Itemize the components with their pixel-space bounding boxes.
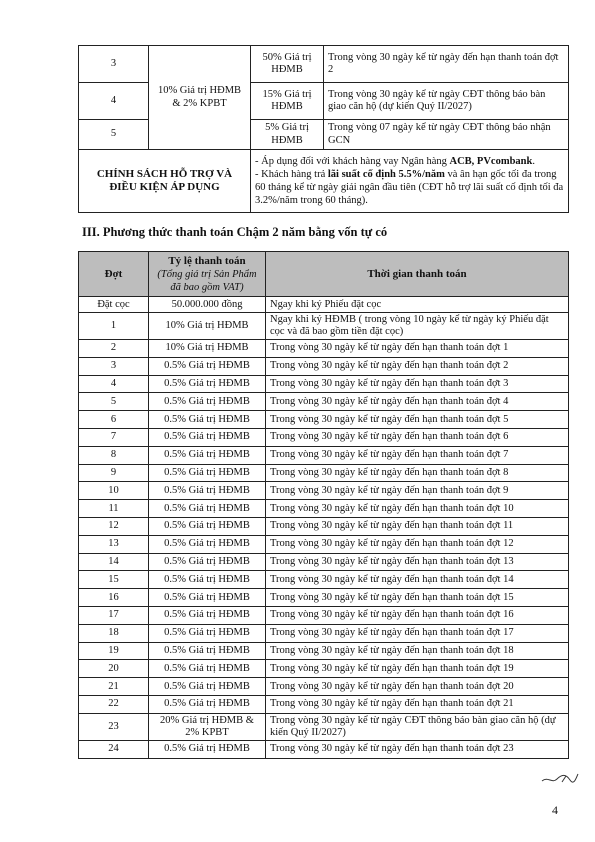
- header-ratio-title: Tỷ lệ thanh toán: [168, 254, 246, 267]
- timing-cell: Trong vòng 30 ngày kể từ ngày đến hạn thanh toán đợt 19: [266, 660, 569, 678]
- ratio-cell: 0.5% Giá trị HĐMB: [149, 464, 266, 482]
- table-row: [79, 740, 569, 758]
- timing-cell: Trong vòng 30 ngày kể từ ngày CĐT thông báo bàn giao căn hộ (dự kiến Quý II/2027): [266, 713, 569, 740]
- ratio-cell: 10% Giá trị HĐMB: [149, 340, 266, 358]
- ratio-cell: 0.5% Giá trị HĐMB: [149, 375, 266, 393]
- timing-cell: Trong vòng 30 ngày kể từ ngày đến hạn thanh toán đợt 8: [266, 464, 569, 482]
- stage-cell: 20: [79, 660, 149, 678]
- header-ratio: [149, 252, 266, 297]
- ratio-cell: 0.5% Giá trị HĐMB: [149, 357, 266, 375]
- header-ratio-note: (Tổng giá trị Sản Phẩm đã bao gồm VAT): [157, 268, 257, 293]
- table-header-row: [79, 252, 569, 297]
- timing-cell: Trong vòng 30 ngày kể từ ngày đến hạn thanh toán đợt 17: [266, 624, 569, 642]
- timing-cell: Trong vòng 30 ngày kể từ ngày đến hạn thanh toán đợt 20: [266, 678, 569, 696]
- stage-cell: 18: [79, 624, 149, 642]
- timing-cell: Trong vòng 30 ngày kể từ ngày đến hạn thanh toán đợt 7: [266, 446, 569, 464]
- timing-cell: Trong vòng 30 ngày kể từ ngày đến hạn thanh toán đợt 3: [266, 375, 569, 393]
- ratio-cell: 50.000.000 đồng: [149, 297, 266, 313]
- stage-cell: 7: [79, 428, 149, 446]
- table-row: [79, 606, 569, 624]
- table-row: [79, 695, 569, 713]
- section-heading: III. Phương thức thanh toán Chậm 2 năm bằng vốn tự có: [82, 225, 388, 239]
- ratio-cell: 0.5% Giá trị HĐMB: [149, 482, 266, 500]
- stage-cell: 15: [79, 571, 149, 589]
- ratio-cell: 15% Giá trị HĐMB: [251, 83, 324, 120]
- timing-cell: Trong vòng 30 ngày kể từ ngày đến hạn thanh toán đợt 2: [266, 357, 569, 375]
- ratio-cell: 0.5% Giá trị HĐMB: [149, 624, 266, 642]
- timing-cell: Trong vòng 30 ngày kể từ ngày đến hạn thanh toán đợt 18: [266, 642, 569, 660]
- timing-cell: Trong vòng 30 ngày kể từ ngày đến hạn thanh toán đợt 4: [266, 393, 569, 411]
- merged-ratio-cell: 10% Giá trị HĐMB & 2% KPBT: [149, 46, 251, 150]
- header-timing: Thời gian thanh toán: [266, 252, 569, 297]
- table-row: [79, 357, 569, 375]
- table-row: [79, 678, 569, 696]
- stage-cell: 21: [79, 678, 149, 696]
- timing-cell: Trong vòng 30 ngày kể từ ngày đến hạn thanh toán đợt 9: [266, 482, 569, 500]
- page-number: 4: [552, 803, 558, 817]
- ratio-cell: 0.5% Giá trị HĐMB: [149, 571, 266, 589]
- ratio-cell: 0.5% Giá trị HĐMB: [149, 589, 266, 607]
- ratio-cell: 0.5% Giá trị HĐMB: [149, 678, 266, 696]
- timing-cell: Trong vòng 30 ngày kể từ ngày đến hạn thanh toán đợt 21: [266, 695, 569, 713]
- stage-cell: 17: [79, 606, 149, 624]
- timing-cell: Trong vòng 30 ngày kể từ ngày đến hạn thanh toán đợt 5: [266, 411, 569, 429]
- stage-cell: 9: [79, 464, 149, 482]
- timing-cell: Trong vòng 30 ngày kể từ ngày đến hạn thanh toán đợt 10: [266, 500, 569, 518]
- table-row: [79, 411, 569, 429]
- timing-cell: Trong vòng 30 ngày kể từ ngày đến hạn thanh toán đợt 2: [324, 46, 569, 83]
- ratio-cell: 0.5% Giá trị HĐMB: [149, 642, 266, 660]
- table-row: [79, 500, 569, 518]
- stage-cell: 5: [79, 393, 149, 411]
- table-row: [79, 571, 569, 589]
- table-row: [79, 340, 569, 358]
- timing-cell: Trong vòng 30 ngày kể từ ngày đến hạn thanh toán đợt 6: [266, 428, 569, 446]
- table-row: [79, 46, 569, 83]
- stage-cell: 3: [79, 46, 149, 83]
- ratio-cell: 5% Giá trị HĐMB: [251, 120, 324, 150]
- handwritten-initials-icon: [540, 770, 580, 786]
- policy-row: [79, 150, 569, 213]
- table-row: [79, 535, 569, 553]
- table-row: [79, 313, 569, 340]
- stage-cell: 1: [79, 313, 149, 340]
- table-row: [79, 482, 569, 500]
- policy-label: CHÍNH SÁCH HỖ TRỢ VÀ ĐIỀU KIỆN ÁP DỤNG: [79, 150, 251, 213]
- table-row: [79, 428, 569, 446]
- ratio-cell: 20% Giá trị HĐMB & 2% KPBT: [149, 713, 266, 740]
- stage-cell: 5: [79, 120, 149, 150]
- policy-banks: ACB, PVcombank: [449, 156, 533, 167]
- table-row: [79, 713, 569, 740]
- stage-cell: 8: [79, 446, 149, 464]
- table-row: [79, 393, 569, 411]
- table-row: [79, 553, 569, 571]
- policy-rate: lãi suất cố định 5.5%/năm: [327, 169, 445, 180]
- ratio-cell: 0.5% Giá trị HĐMB: [149, 535, 266, 553]
- stage-cell: 4: [79, 83, 149, 120]
- table-row: [79, 375, 569, 393]
- stage-cell: 24: [79, 740, 149, 758]
- stage-cell: 13: [79, 535, 149, 553]
- timing-cell: Trong vòng 30 ngày kể từ ngày đến hạn thanh toán đợt 23: [266, 740, 569, 758]
- policy-body: [251, 150, 569, 213]
- stage-cell: 14: [79, 553, 149, 571]
- policy-line2-suffix: và ân hạn gốc tối đa trong 60 tháng kể từ ngày giải ngân đầu tiên (CĐT hỗ trợ lãi suất cố định tối đa 3.2%/năm trong 60 tháng).: [255, 169, 564, 206]
- timing-cell: Trong vòng 30 ngày kể từ ngày đến hạn thanh toán đợt 13: [266, 553, 569, 571]
- header-stage: Đợt: [79, 252, 149, 297]
- timing-cell: Trong vòng 30 ngày kể từ ngày đến hạn thanh toán đợt 11: [266, 517, 569, 535]
- stage-cell: 10: [79, 482, 149, 500]
- timing-cell: Trong vòng 07 ngày kể từ ngày CĐT thông báo nhận GCN: [324, 120, 569, 150]
- stage-cell: 4: [79, 375, 149, 393]
- stage-cell: 3: [79, 357, 149, 375]
- ratio-cell: 0.5% Giá trị HĐMB: [149, 553, 266, 571]
- timing-cell: Trong vòng 30 ngày kể từ ngày đến hạn thanh toán đợt 16: [266, 606, 569, 624]
- ratio-cell: 0.5% Giá trị HĐMB: [149, 446, 266, 464]
- timing-cell: Trong vòng 30 ngày kể từ ngày đến hạn thanh toán đợt 12: [266, 535, 569, 553]
- stage-cell: 23: [79, 713, 149, 740]
- policy-line1-suffix: .: [532, 156, 535, 167]
- stage-cell: 2: [79, 340, 149, 358]
- stage-cell: 22: [79, 695, 149, 713]
- timing-cell: Ngay khi ký HĐMB ( trong vòng 10 ngày kể từ ngày ký Phiếu đặt cọc và đã bao gồm tiền đặt cọc): [266, 313, 569, 340]
- timing-cell: Trong vòng 30 ngày kể từ ngày CĐT thông báo bàn giao căn hộ (dự kiến Quý II/2027): [324, 83, 569, 120]
- loan-payment-table: [78, 45, 569, 213]
- ratio-cell: 50% Giá trị HĐMB: [251, 46, 324, 83]
- ratio-cell: 0.5% Giá trị HĐMB: [149, 411, 266, 429]
- table-row: [79, 624, 569, 642]
- table-row: [79, 642, 569, 660]
- ratio-cell: 0.5% Giá trị HĐMB: [149, 660, 266, 678]
- stage-cell: 11: [79, 500, 149, 518]
- ratio-cell: 0.5% Giá trị HĐMB: [149, 393, 266, 411]
- timing-cell: Trong vòng 30 ngày kể từ ngày đến hạn thanh toán đợt 14: [266, 571, 569, 589]
- table-row: [79, 589, 569, 607]
- schedule-body: [79, 297, 569, 759]
- stage-cell: 16: [79, 589, 149, 607]
- timing-cell: Trong vòng 30 ngày kể từ ngày đến hạn thanh toán đợt 1: [266, 340, 569, 358]
- table-row: [79, 464, 569, 482]
- ratio-cell: 0.5% Giá trị HĐMB: [149, 517, 266, 535]
- deposit-row: [79, 297, 569, 313]
- policy-line2-prefix: - Khách hàng trả: [255, 169, 328, 180]
- table-row: [79, 660, 569, 678]
- payment-schedule-table: [78, 251, 569, 759]
- ratio-cell: 0.5% Giá trị HĐMB: [149, 740, 266, 758]
- timing-cell: Trong vòng 30 ngày kể từ ngày đến hạn thanh toán đợt 15: [266, 589, 569, 607]
- ratio-cell: 10% Giá trị HĐMB: [149, 313, 266, 340]
- ratio-cell: 0.5% Giá trị HĐMB: [149, 606, 266, 624]
- stage-cell: 19: [79, 642, 149, 660]
- stage-cell: Đặt cọc: [79, 297, 149, 313]
- ratio-cell: 0.5% Giá trị HĐMB: [149, 695, 266, 713]
- ratio-cell: 0.5% Giá trị HĐMB: [149, 428, 266, 446]
- ratio-cell: 0.5% Giá trị HĐMB: [149, 500, 266, 518]
- stage-cell: 6: [79, 411, 149, 429]
- timing-cell: Ngay khi ký Phiếu đặt cọc: [266, 297, 569, 313]
- table-row: [79, 517, 569, 535]
- policy-line1-prefix: - Áp dụng đối với khách hàng vay Ngân hàng: [255, 156, 450, 167]
- table-row: [79, 446, 569, 464]
- stage-cell: 12: [79, 517, 149, 535]
